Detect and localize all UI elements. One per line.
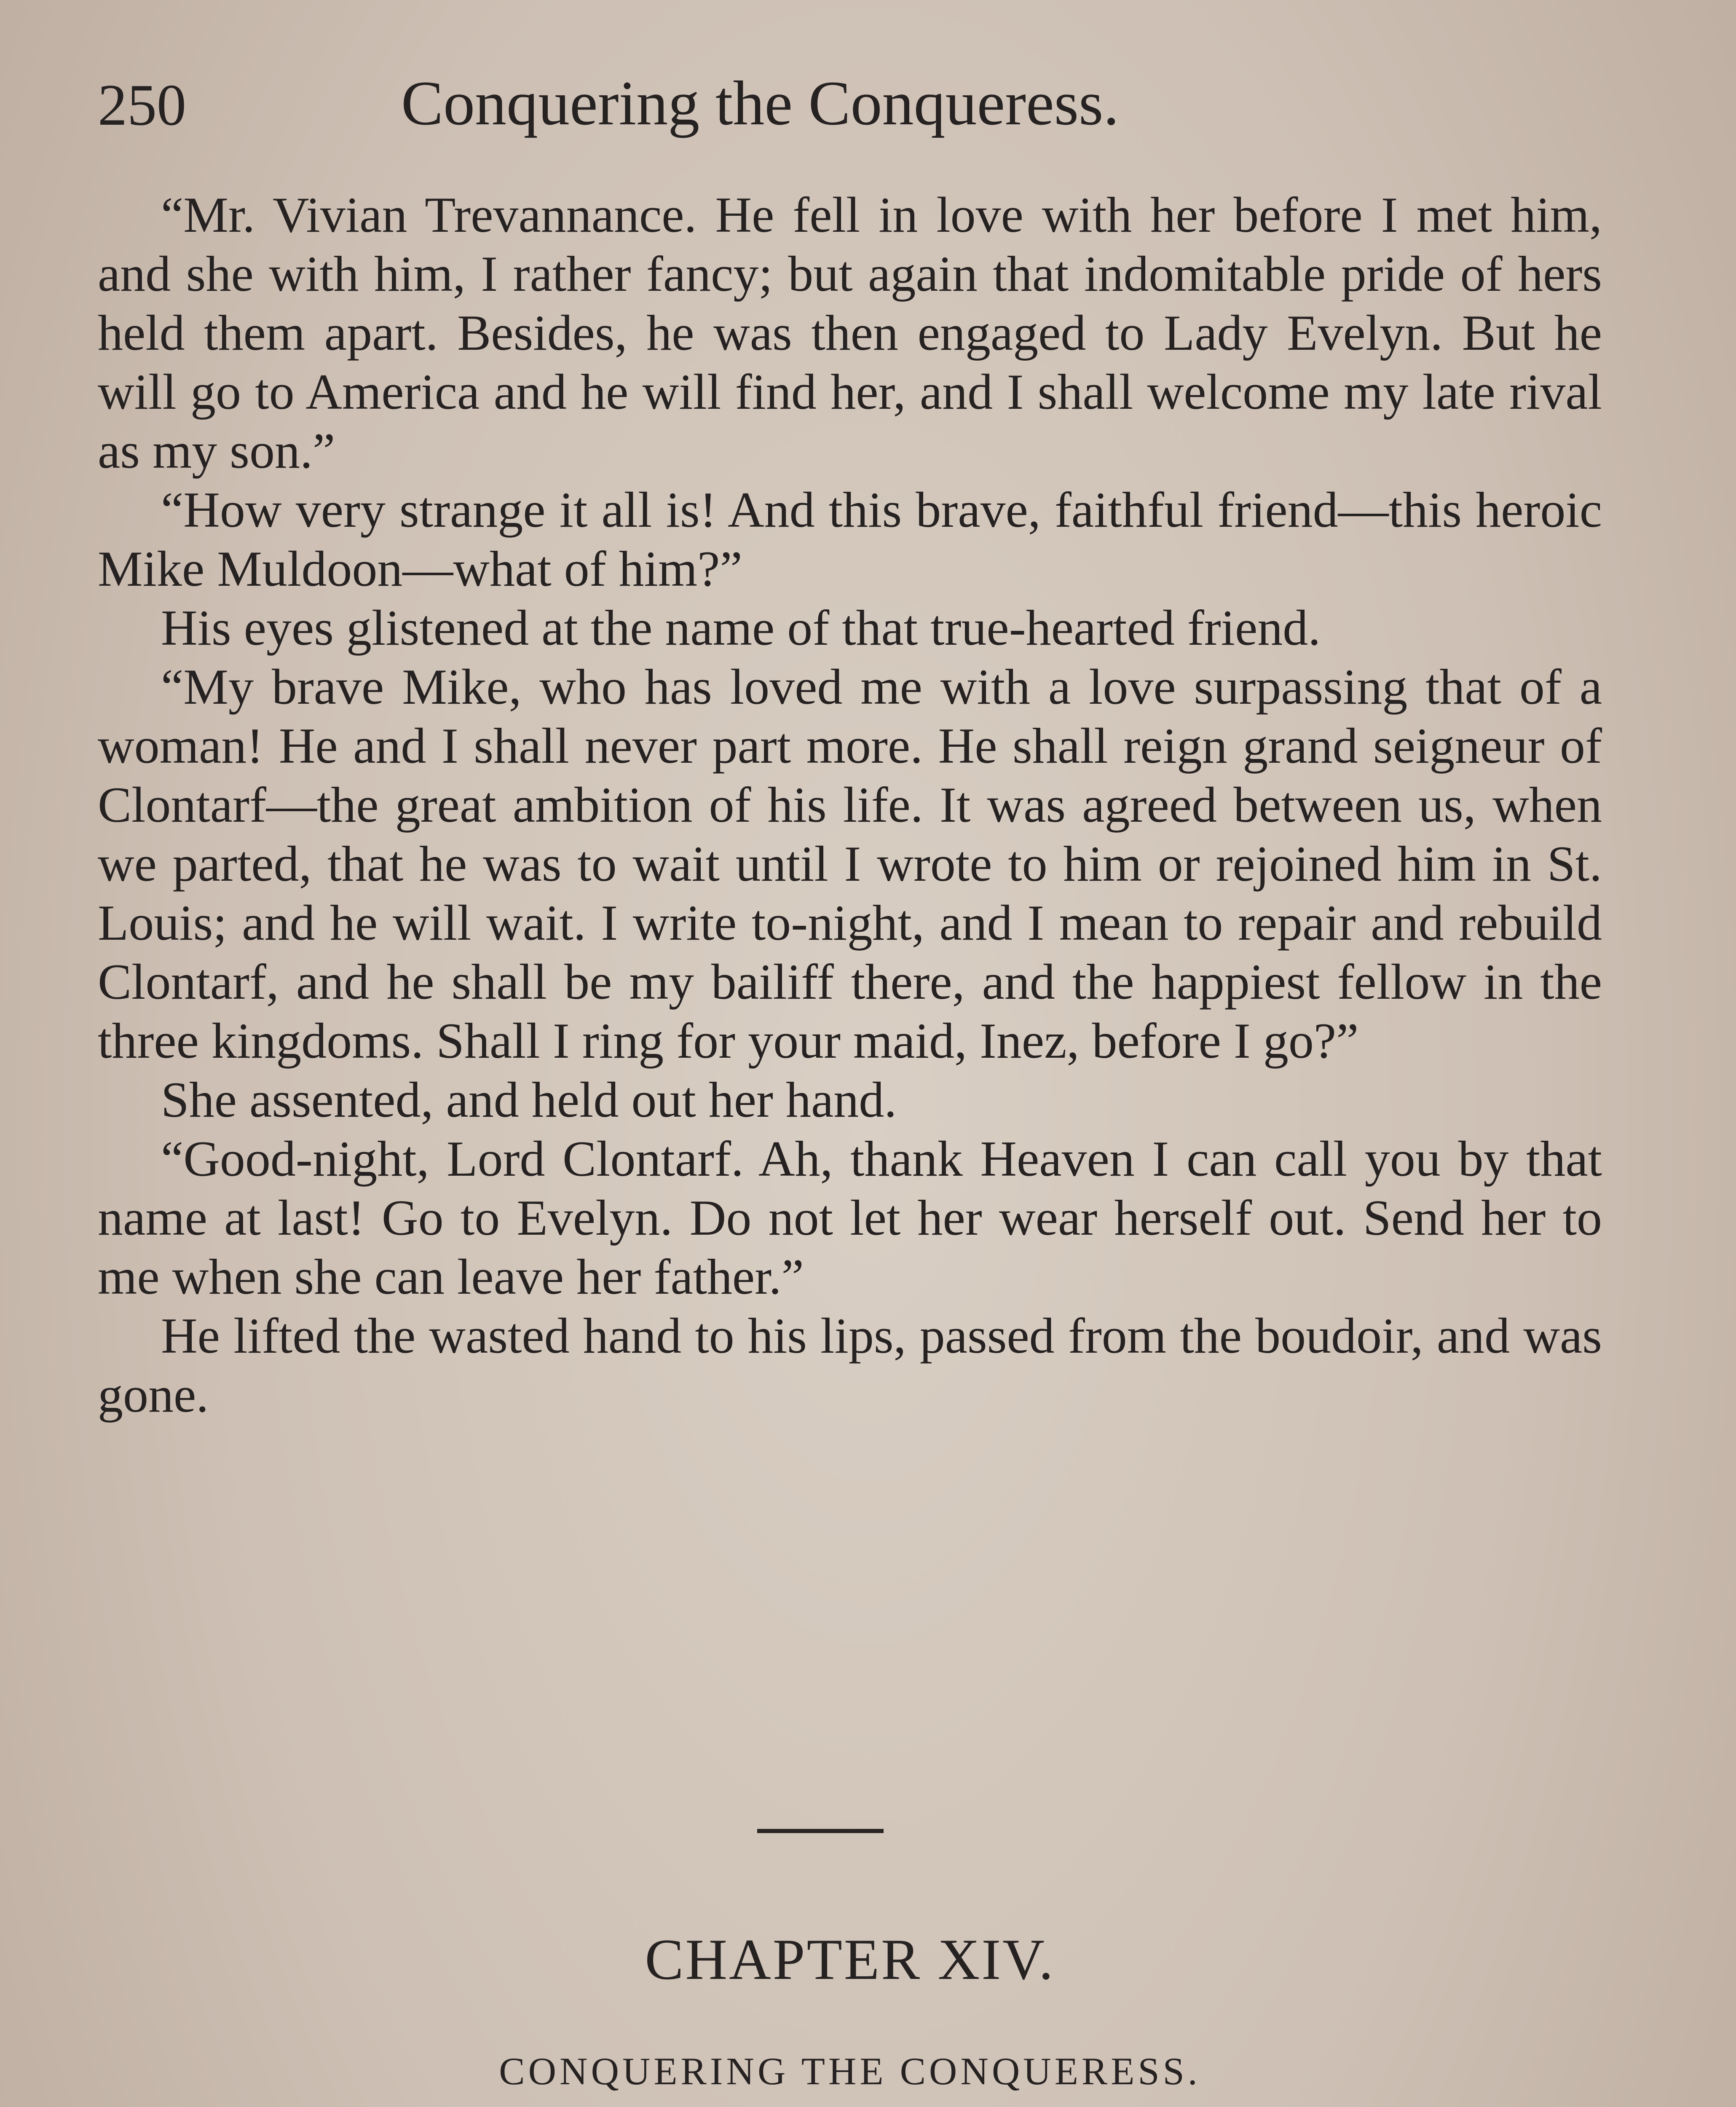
section-divider — [757, 1829, 884, 1833]
running-title: Conquering the Conqueress. — [401, 68, 1119, 138]
paragraph: His eyes glistened at the name of that true-hearted friend. — [161, 600, 1321, 656]
chapter-subtitle: CONQUERING THE CONQUERESS. — [499, 2050, 1201, 2093]
running-head — [98, 59, 1602, 143]
paragraph: He lifted the wasted hand to his lips, passed from the boudoir, and was gone. — [98, 1308, 1602, 1423]
book-page — [98, 0, 1602, 2107]
paragraph: “Good-night, Lord Clontarf. Ah, thank Heaven I can call you by that name at last! Go to Evelyn. Do not let her wear herself out. Send her to me when she can leave her father.” — [98, 1131, 1602, 1305]
chapter-body-text — [98, 185, 1602, 1424]
paragraph: “My brave Mike, who has loved me with a love surpassing that of a woman! He and I shall never part more. He shall reign grand seigneur of Clontarf—the great ambition of his life. It was agreed between us, when we parted, that he was to wait until I wrote to him or rejoined him in St. Louis; and he will wait. I write to-night, and I mean to repair and rebuild Clontarf, and he shall be my bailiff there, and the happiest fellow in the three kingdoms. Shall I ring for your maid, Inez, before I go?” — [98, 659, 1602, 1069]
paragraph: She assented, and held out her hand. — [161, 1072, 897, 1128]
paragraph: “Mr. Vivian Trevannance. He fell in love with her before I met him, and she with him, I rather fancy; but again that indomitable pride of hers held them apart. Besides, he was then engaged to Lady Evelyn. But he will go to America and he will find her, and I shall welcome my late rival as my son.” — [98, 187, 1602, 479]
paragraph: “How very strange it all is! And this brave, faithful friend—this heroic Mike Muldoon—what of him?” — [98, 482, 1602, 597]
chapter-heading: CHAPTER XIV. — [645, 1927, 1055, 1992]
page-number: 250 — [98, 72, 186, 138]
